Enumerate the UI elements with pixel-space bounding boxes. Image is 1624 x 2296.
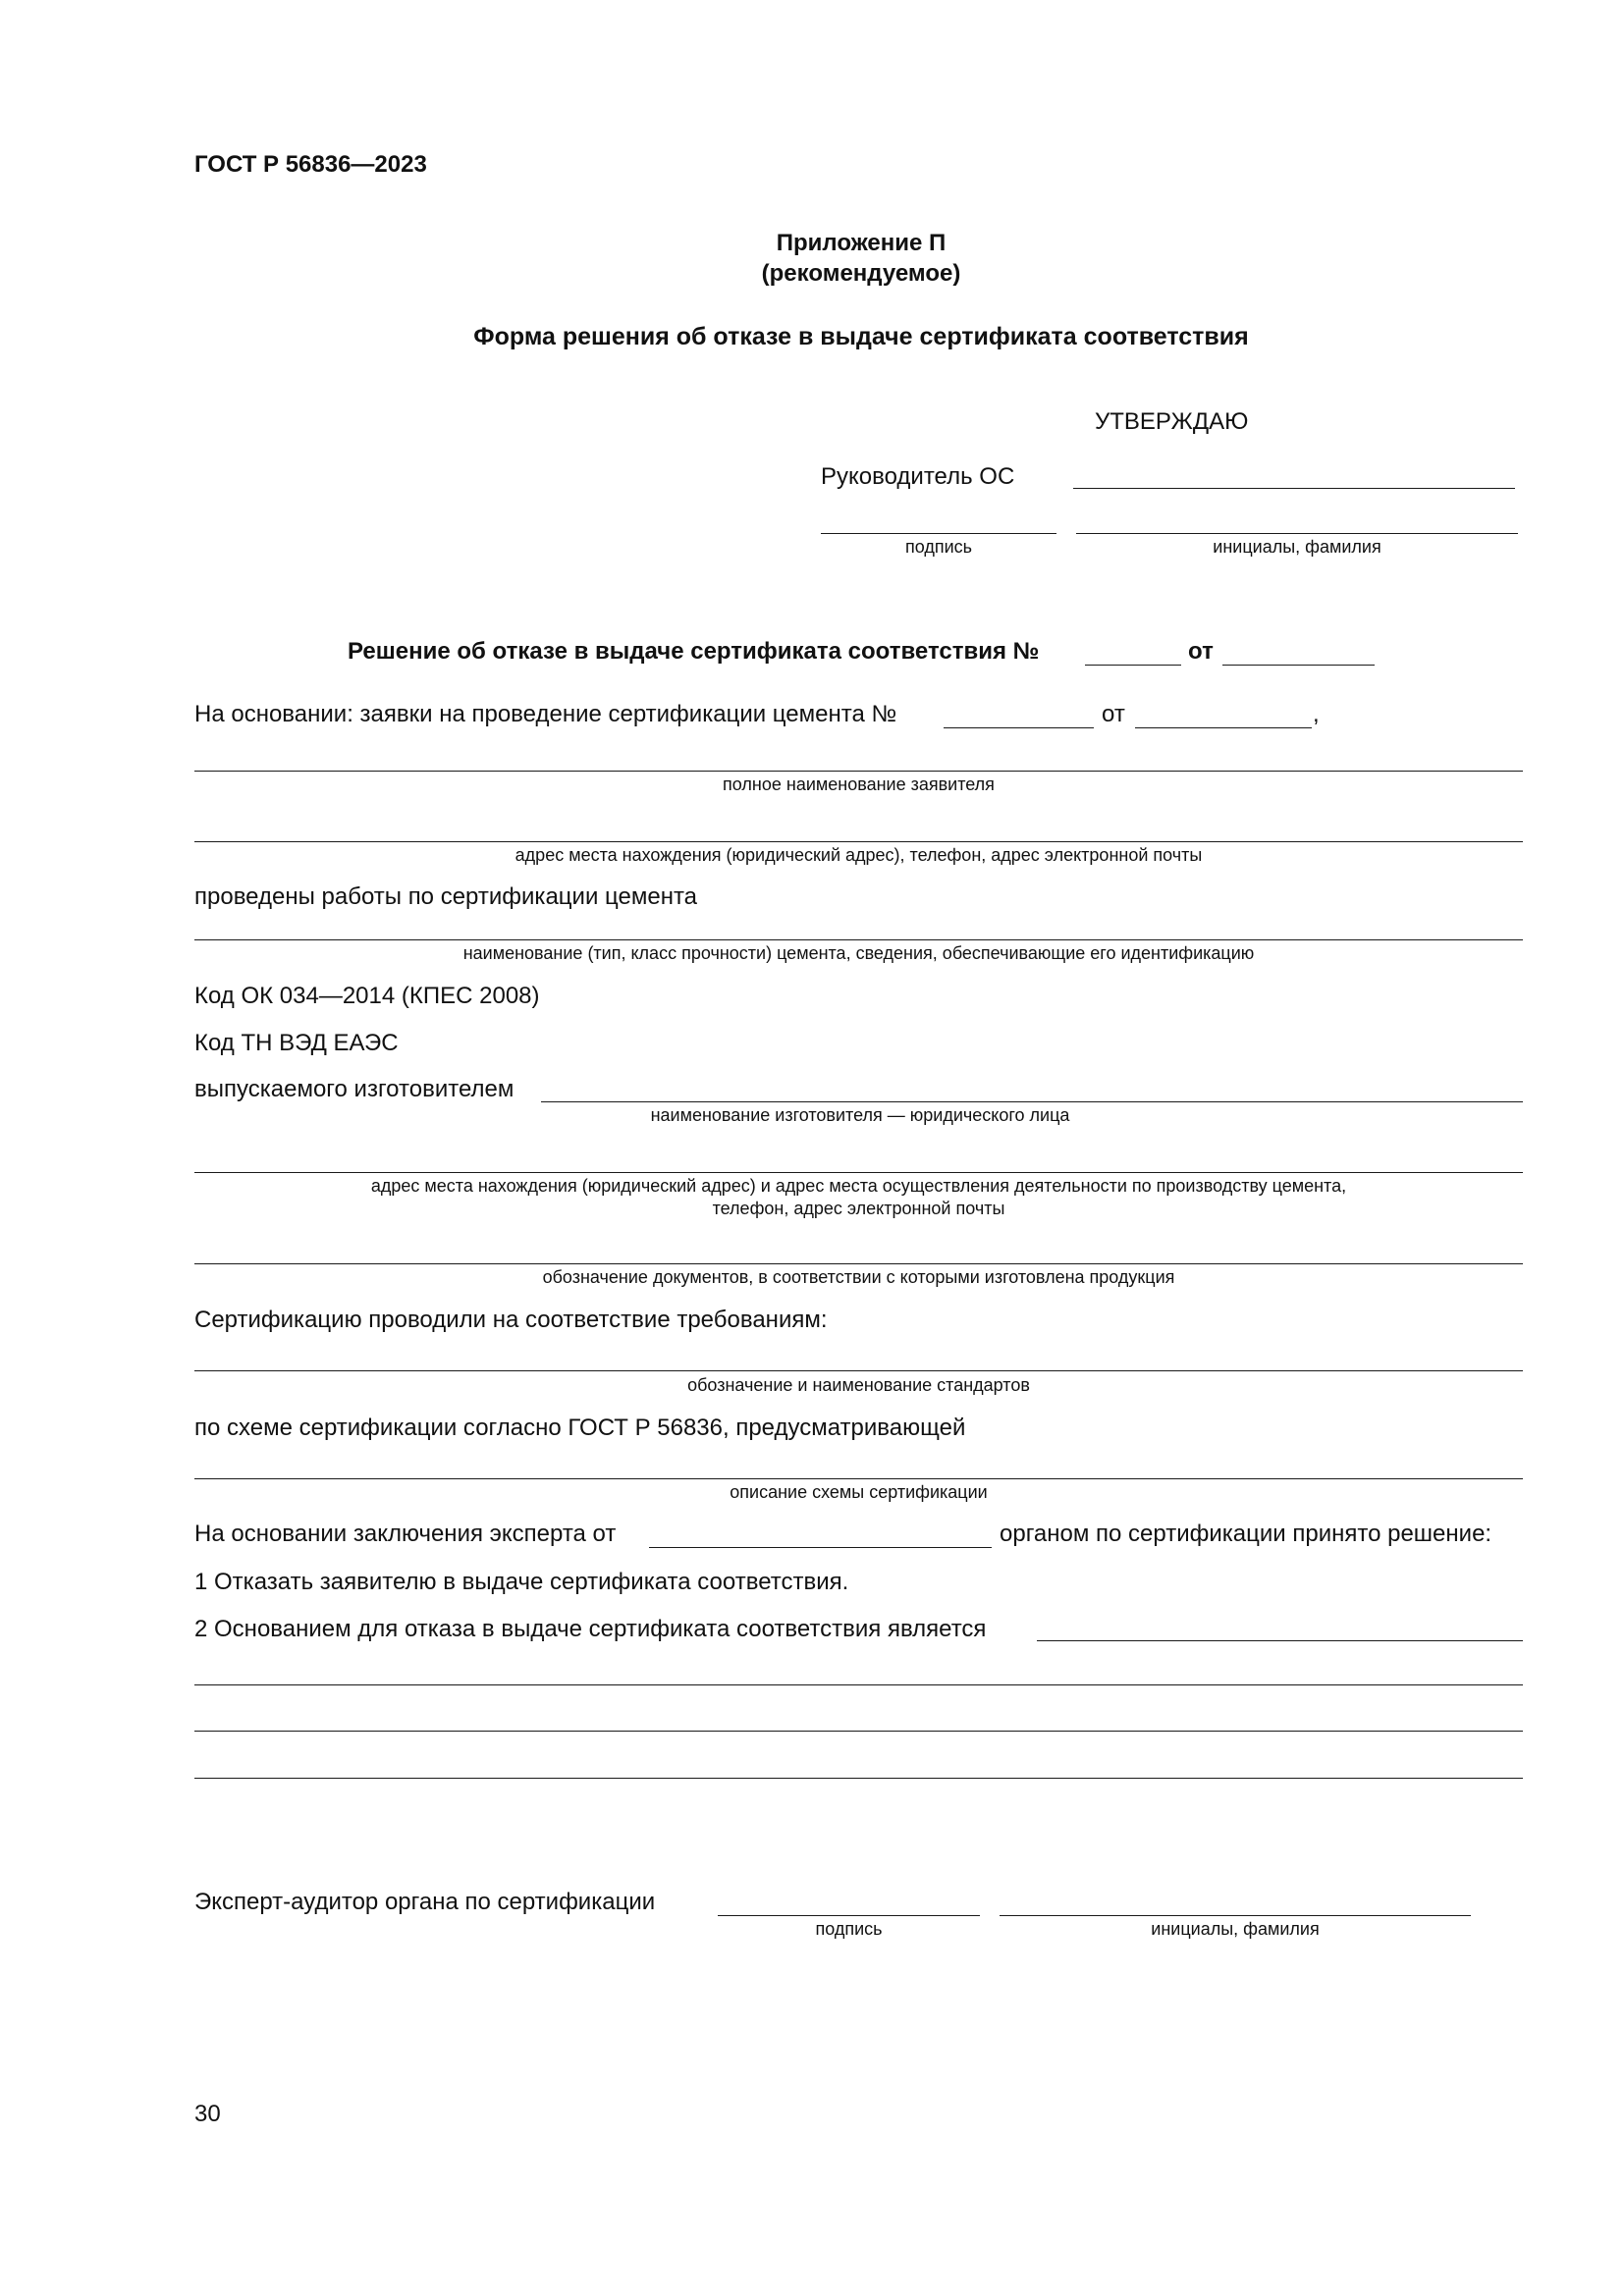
head-signature-caption: подпись (904, 537, 973, 557)
applicant-caption: полное наименование заявителя (723, 774, 995, 794)
auditor-signature-line[interactable] (718, 1915, 980, 1916)
approve-label: УТВЕРЖДАЮ (1095, 408, 1249, 435)
reason-line-1[interactable] (1037, 1640, 1523, 1641)
applicant-line[interactable] (194, 771, 1523, 772)
standards-line[interactable] (194, 1370, 1523, 1371)
manufacturer-address-caption-1: адрес места нахождения (юридический адрес) и адрес места осуществления деятельности по производству цемента, (370, 1176, 1347, 1196)
annex-title: Приложение П (776, 230, 947, 256)
scheme-caption: описание схемы сертификации (730, 1482, 988, 1502)
page-number: 30 (194, 2101, 221, 2127)
documents-line[interactable] (194, 1263, 1523, 1264)
basis-from: от (1102, 701, 1125, 727)
documents-caption: обозначение документов, в соответствии с которыми изготовлена продукция (542, 1267, 1175, 1287)
reason-line-2[interactable] (194, 1684, 1523, 1685)
auditor-initials-caption: инициалы, фамилия (1151, 1919, 1320, 1939)
requirements-text: Сертификацию проводили на соответствие требованиям: (194, 1307, 828, 1333)
applicant-address-line[interactable] (194, 841, 1523, 842)
auditor-signature-caption: подпись (815, 1919, 883, 1939)
decision-title-from: от (1188, 638, 1214, 665)
auditor-label: Эксперт-аудитор органа по сертификации (194, 1889, 656, 1915)
standards-caption: обозначение и наименование стандартов (687, 1375, 1030, 1395)
applicant-address-caption: адрес места нахождения (юридический адрес), телефон, адрес электронной почты (514, 845, 1203, 865)
annex-status: (рекомендуемое) (761, 260, 961, 287)
expert-prefix: На основании заключения эксперта от (194, 1521, 617, 1547)
cement-line[interactable] (194, 939, 1523, 940)
reason-line-4[interactable] (194, 1778, 1523, 1779)
scheme-text: по схеме сертификации согласно ГОСТ Р 56836, предусматривающей (194, 1415, 966, 1441)
decision-title-prefix: Решение об отказе в выдаче сертификата соответствия № (348, 638, 1040, 665)
item-1: 1 Отказать заявителю в выдаче сертификата соответствия. (194, 1569, 849, 1595)
manufacturer-address-caption-2: телефон, адрес электронной почты (712, 1199, 1005, 1218)
reason-line-3[interactable] (194, 1731, 1523, 1732)
works-text: проведены работы по сертификации цемента (194, 883, 698, 910)
cement-caption: наименование (тип, класс прочности) цемента, сведения, обеспечивающие его идентификацию (462, 943, 1255, 963)
application-number-line[interactable] (944, 727, 1094, 728)
basis-comma: , (1313, 701, 1320, 727)
tn-code: Код ТН ВЭД ЕАЭС (194, 1030, 399, 1056)
manufacturer-address-line[interactable] (194, 1172, 1523, 1173)
basis-prefix: На основании: заявки на проведение сертификации цемента № (194, 701, 897, 727)
head-initials-caption: инициалы, фамилия (1213, 537, 1381, 557)
head-name-line[interactable] (1073, 488, 1515, 489)
manufacturer-label: выпускаемого изготовителем (194, 1076, 514, 1102)
head-signature-line[interactable] (821, 533, 1056, 534)
application-date-line[interactable] (1135, 727, 1312, 728)
manufacturer-caption: наименование изготовителя — юридического лица (650, 1105, 1070, 1125)
expert-suffix: органом по сертификации принято решение: (1000, 1521, 1492, 1547)
item-2: 2 Основанием для отказа в выдаче сертификата соответствия является (194, 1616, 987, 1642)
annex-heading: Форма решения об отказе в выдаче сертификата соответствия (473, 323, 1249, 350)
ok-code: Код ОК 034—2014 (КПЕС 2008) (194, 983, 540, 1009)
expert-date-line[interactable] (649, 1547, 992, 1548)
decision-date-line[interactable] (1222, 665, 1375, 666)
document-code: ГОСТ Р 56836—2023 (194, 151, 427, 178)
head-initials-line[interactable] (1076, 533, 1518, 534)
head-label: Руководитель ОС (821, 463, 1015, 490)
scheme-line[interactable] (194, 1478, 1523, 1479)
auditor-initials-line[interactable] (1000, 1915, 1471, 1916)
decision-number-line[interactable] (1085, 665, 1181, 666)
manufacturer-line[interactable] (541, 1101, 1523, 1102)
